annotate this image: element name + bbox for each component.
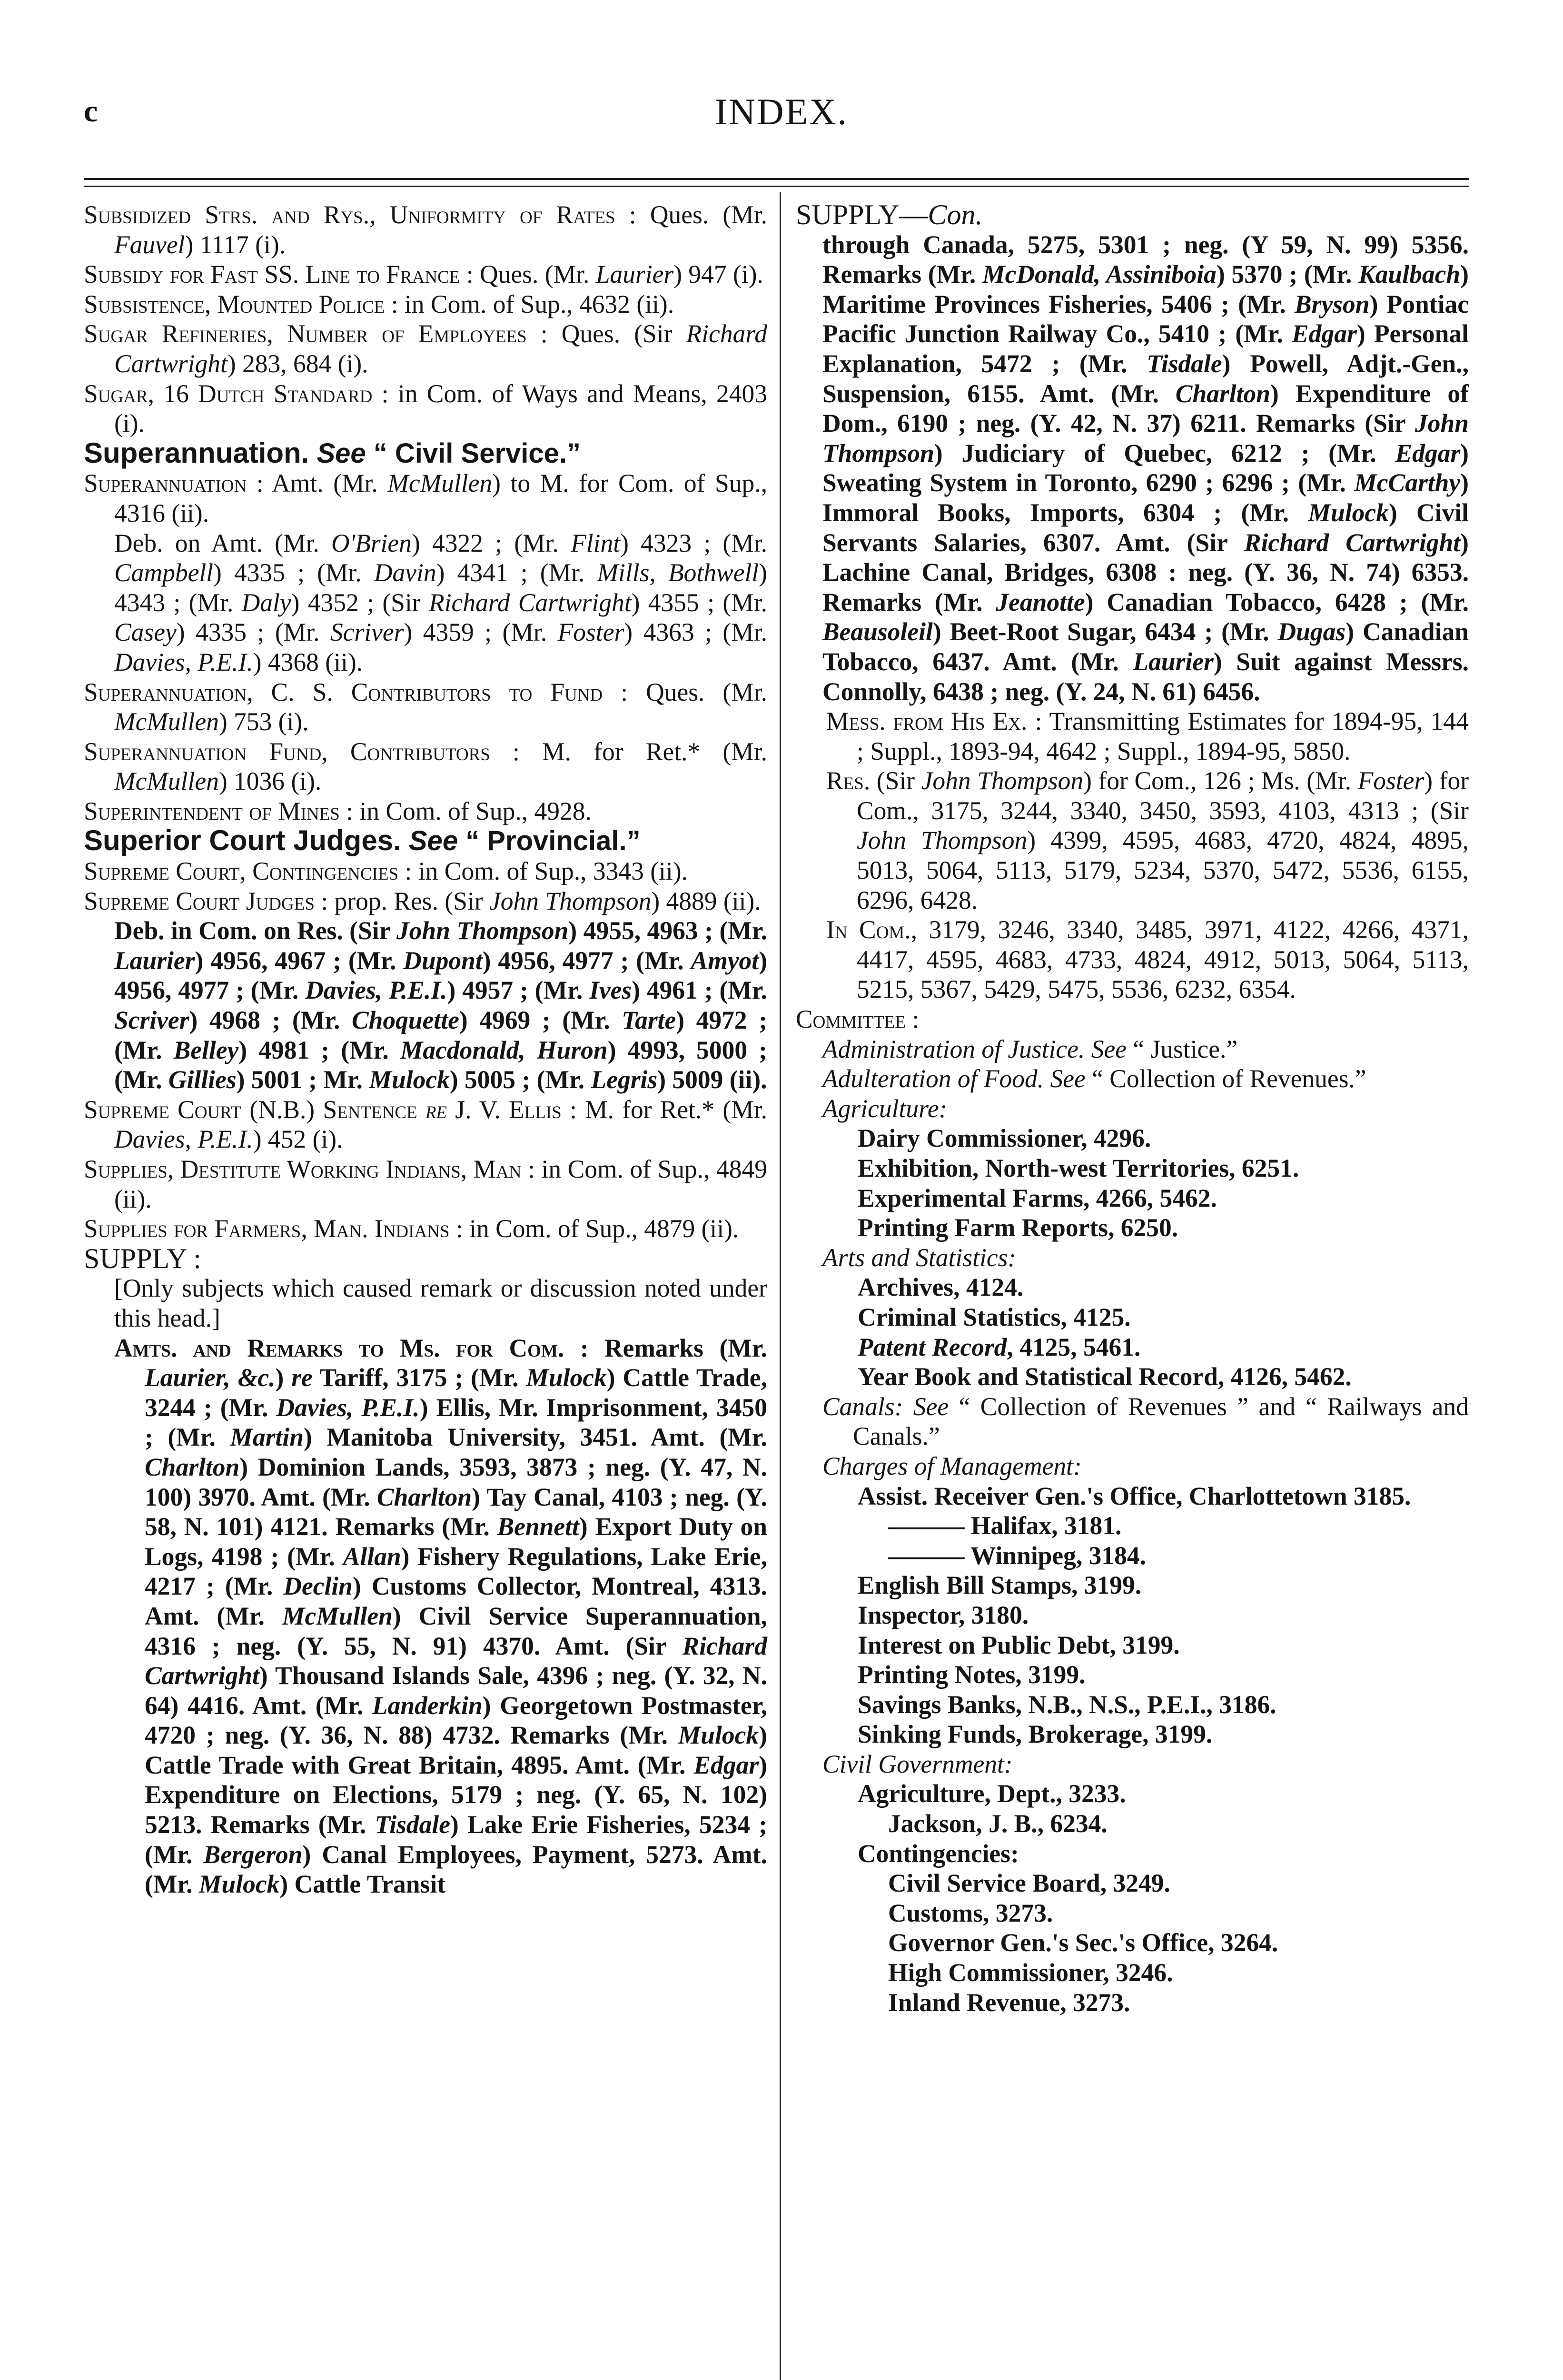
committee-item: Interest on Public Debt, 3199. [858,1630,1180,1659]
committee-item: Inspector, 3180. [858,1600,1029,1629]
index-entry: Sugar, 16 Dutch Standard : in Com. of Ways and Means, 2403 (i). [84,379,767,438]
left-index-column [84,200,767,1899]
index-entry: Supreme Court, Contingencies : in Com. of Sup., 3343 (ii). [84,857,688,886]
index-entry: Subsistence, Mounted Police : in Com. of Sup., 4632 (ii). [84,289,674,318]
committee-subhead: Charges of Management: [822,1451,1082,1480]
index-entry: Supreme Court (N.B.) Sentence re J. V. Ellis : M. for Ret.* (Mr. Davies, P.E.I.) 452 (i). [84,1095,767,1154]
index-heading-entry: Superannuation. See “ Civil Service.” [84,436,581,469]
committee-item: Sinking Funds, Brokerage, 3199. [858,1720,1213,1749]
committee-subhead: Agriculture: [822,1094,948,1123]
index-entry: Subsidized Strs. and Rys., Uniformity of Rates : Ques. (Mr. Fauvel) 1117 (i). [84,200,767,259]
index-entry: Superintendent of Mines : in Com. of Sup., 4928. [84,796,592,825]
index-entry: Supplies, Destitute Working Indians, Man : in Com. of Sup., 4849 (ii). [84,1155,767,1213]
page-title: INDEX. [714,91,849,132]
index-subentry: Deb. on Amt. (Mr. O'Brien) 4322 ; (Mr. Flint) 4323 ; (Mr. Campbell) 4335 ; (Mr. Davin) 4341 ; (Mr. Mills, Bothwell) 4343 ; (Mr. Daly) 4352 ; (Sir Richard Cartwright) 4355 ; (Mr. Casey) 4335 ; (Mr. Scriver) 4359 ; (Mr. Foster) 4363 ; (Mr. Davies, P.E.I.) 4368 (ii). [114,528,768,676]
committee-item: English Bill Stamps, 3199. [858,1571,1142,1600]
index-entry: Superannuation, C. S. Contributors to Fund : Ques. (Mr. McMullen) 753 (i). [84,677,767,736]
index-entry: In Com., 3179, 3246, 3340, 3485, 3971, 4122, 4266, 4371, 4417, 4595, 4683, 4733, 4824, 4912, 5013, 5064, 5113, 5215, 5367, 5429, 5475, 5536, 6232, 6354. [826,915,1469,1004]
index-entry: Supplies for Farmers, Man. Indians : in Com. of Sup., 4879 (ii). [84,1214,739,1243]
index-heading-entry: Superior Court Judges. See “ Provincial.” [84,824,641,857]
committee-item: ——— Winnipeg, 3184. [888,1541,1147,1570]
supply-note: [Only subjects which caused remark or discussion noted under this head.] [114,1274,767,1332]
committee-item: Inland Revenue, 3273. [888,1988,1130,2017]
committee-item: Printing Farm Reports, 6250. [858,1213,1178,1242]
committee-item: Civil Service Board, 3249. [888,1869,1170,1898]
committee-item: Agriculture, Dept., 3233. [858,1779,1126,1808]
committee-subhead: Administration of Justice. See “ Justice.” [822,1034,1238,1063]
index-entry: Subsidy for Fast SS. Line to France : Ques. (Mr. Laurier) 947 (i). [84,260,763,289]
committee-item: Jackson, J. B., 6234. [888,1809,1108,1838]
committee-item: Printing Notes, 3199. [858,1660,1086,1689]
committee-item: High Commissioner, 3246. [888,1958,1173,1987]
committee-item: Dairy Commissioner, 4296. [858,1124,1151,1153]
index-entry: Res. (Sir John Thompson) for Com., 126 ; Ms. (Mr. Foster) for Com., 3175, 3244, 3340, 3450, 3593, 4103, 4313 ; (Sir John Thompson) 4399, 4595, 4683, 4720, 4824, 4895, 5013, 5064, 5113, 5179, 5234, 5370, 5472, 5536, 6155, 6296, 6428. [826,766,1469,914]
committee-item: Assist. Receiver Gen.'s Office, Charlottetown 3185. [858,1481,1411,1510]
committee-item: ——— Halifax, 3181. [888,1511,1122,1540]
index-entry: Superannuation : Amt. (Mr. McMullen) to M. for Com. of Sup., 4316 (ii). [84,469,767,527]
index-entry: Mess. from His Ex. : Transmitting Estimates for 1894-95, 144 ; Suppl., 1893-94, 4642 ; Suppl., 1894-95, 5850. [826,707,1469,765]
committee-item: Savings Banks, N.B., N.S., P.E.I., 3186. [858,1690,1276,1719]
supply-heading: SUPPLY : [84,1242,201,1274]
index-entry: Superannuation Fund, Contributors : M. for Ret.* (Mr. McMullen) 1036 (i). [84,737,767,796]
supply-remarks-entry: Amts. and Remarks to Ms. for Com. : Remarks (Mr. Laurier, &c.) re Tariff, 3175 ; (Mr. Mulock) Cattle Trade, 3244 ; (Mr. Davies, P.E.I.) Ellis, Mr. Imprisonment, 3450 ; (Mr. Martin) Manitoba University, 3451. Amt. (Mr. Charlton) Dominion Lands, 3593, 3873 ; neg. (Y. 47, N. 100) 3970. Amt. (Mr. Charlton) Tay Canal, 4103 ; neg. (Y. 58, N. 101) 4121. Remarks (Mr. Bennett) Export Duty on Logs, 4198 ; (Mr. Allan) Fishery Regulations, Lake Erie, 4217 ; (Mr. Declin) Customs Collector, Montreal, 4313. Amt. (Mr. McMullen) Civil Service Superannuation, 4316 ; neg. (Y. 55, N. 91) 4370. Amt. (Sir Richard Cartwright) Thousand Islands Sale, 4396 ; neg. (Y. 32, N. 64) 4416. Amt. (Mr. Landerkin) Georgetown Postmaster, 4720 ; neg. (Y. 36, N. 88) 4732. Remarks (Mr. Mulock) Cattle Trade with Great Britain, 4895. Amt. (Mr. Edgar) Expenditure on Elections, 5179 ; neg. (Y. 65, N. 102) 5213. Remarks (Mr. Tisdale) Lake Erie Fisheries, 5234 ; (Mr. Bergeron) Canal Employees, Payment, 5273. Amt. (Mr. Mulock) Cattle Transit [114,1333,768,1899]
committee-item: Customs, 3273. [888,1898,1053,1927]
committee-subhead: Adulteration of Food. See “ Collection of Revenues.” [822,1064,1366,1093]
right-index-column [796,200,1469,2017]
supply-continued-heading: SUPPLY—Con. [796,199,983,230]
committee-heading: Committee : [796,1005,920,1034]
committee-item: Year Book and Statistical Record, 4126, 5462. [858,1362,1352,1391]
header-rule-double [84,186,1469,187]
committee-subhead: Canals: See “ Collection of Revenues ” and “ Railways and Canals.” [822,1392,1469,1451]
page-letter: c [84,94,98,129]
committee-subhead: Arts and Statistics: [822,1243,1017,1272]
index-entry: Sugar Refineries, Number of Employees : Ques. (Sir Richard Cartwright) 283, 684 (i). [84,319,767,378]
committee-item: Governor Gen.'s Sec.'s Office, 3264. [888,1928,1278,1957]
committee-item: Exhibition, North-west Territories, 6251. [858,1154,1299,1182]
committee-item: Archives, 4124. [858,1273,1024,1302]
index-subentry: Deb. in Com. on Res. (Sir John Thompson) 4955, 4963 ; (Mr. Laurier) 4956, 4967 ; (Mr. Dupont) 4956, 4977 ; (Mr. Amyot) 4956, 4977 ; (Mr. Davies, P.E.I.) 4957 ; (Mr. Ives) 4961 ; (Mr. Scriver) 4968 ; (Mr. Choquette) 4969 ; (Mr. Tarte) 4972 ; (Mr. Belley) 4981 ; (Mr. Macdonald, Huron) 4993, 5000 ; (Mr. Gillies) 5001 ; Mr. Mulock) 5005 ; (Mr. Legris) 5009 (ii). [114,916,768,1094]
committee-item: Patent Record, 4125, 5461. [858,1332,1141,1361]
committee-subhead: Civil Government: [822,1749,1013,1778]
supply-remarks-entry: through Canada, 5275, 5301 ; neg. (Y 59, N. 99) 5356. Remarks (Mr. McDonald, Assiniboia) 5370 ; (Mr. Kaulbach) Maritime Provinces Fisheries, 5406 ; (Mr. Bryson) Pontiac Pacific Junction Railway Co., 5410 ; (Mr. Edgar) Personal Explanation, 5472 ; (Mr. Tisdale) Powell, Adjt.-Gen., Suspension, 6155. Amt. (Mr. Charlton) Expenditure of Dom., 6190 ; neg. (Y. 42, N. 37) 6211. Remarks (Sir John Thompson) Judiciary of Quebec, 6212 ; (Mr. Edgar) Sweating System in Toronto, 6290 ; 6296 ; (Mr. McCarthy) Immoral Books, Imports, 6304 ; (Mr. Mulock) Civil Servants Salaries, 6307. Amt. (Sir Richard Cartwright) Lachine Canal, Bridges, 6308 : neg. (Y. 36, N. 74) 6353. Remarks (Mr. Jeanotte) Canadian Tobacco, 6428 ; (Mr. Beausoleil) Beet-Root Sugar, 6434 ; (Mr. Dugas) Canadian Tobacco, 6437. Amt. (Mr. Laurier) Suit against Messrs. Connolly, 6438 ; neg. (Y. 24, N. 61) 6456. [822,230,1469,706]
committee-item: Experimental Farms, 4266, 5462. [858,1183,1217,1212]
committee-item: Criminal Statistics, 4125. [858,1302,1131,1331]
committee-item: Contingencies: [858,1839,1019,1868]
column-divider [780,192,781,2380]
index-entry: Supreme Court Judges : prop. Res. (Sir John Thompson) 4889 (ii). [84,886,761,915]
header-rule [84,178,1469,180]
